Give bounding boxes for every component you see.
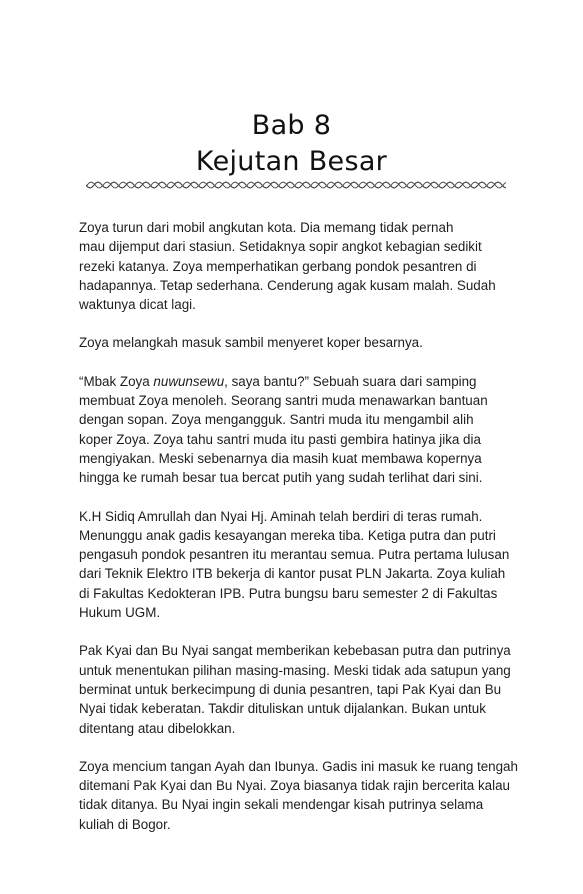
chapter-heading xyxy=(0,108,583,180)
wavy-divider-icon xyxy=(86,178,506,192)
paragraph-1: Zoya turun dari mobil angkutan kota. Dia memang tidak pernah mau dijemput dari stasiun. Setidaknya sopir angkot kebagian sedikit rezeki katanya. Zoya memperhatikan gerbang pondok pesantren di hadapannya. Tetap sederhana. Cenderung agak kusam malah. Sudah waktunya dicat lagi. xyxy=(79,220,496,313)
chapter-number: Bab 8 xyxy=(251,110,332,141)
paragraph-3-rest: , saya bantu?” Sebuah suara dari samping membuat Zoya menoleh. Seorang santri muda menawarkan bantuan dengan sopan. Zoya mengangguk. Santri muda itu mengambil alih koper Zoya. Zoya tahu santri muda itu pasti gembira hatinya jika dia mengiyakan. Meski sebenarnya dia masih kuat membawa kopernya hingga ke rumah besar tua bercat putih yang sudah terlihat dari sini. xyxy=(79,373,488,486)
paragraph-3 xyxy=(79,372,539,488)
paragraph-5: Pak Kyai dan Bu Nyai sangat memberikan kebebasan putra dan putrinya untuk menentukan pilihan masing-masing. Meski tidak ada satupun yang berminat untuk berkecimpung di dunia pesantren, tapi Pak Kyai dan Bu Nyai tidak keberatan. Takdir dituliskan untuk dijalankan. Bukan untuk ditentang atau dibelokkan. xyxy=(79,643,511,736)
chapter-title: Kejutan Besar xyxy=(195,146,388,177)
paragraph-2: Zoya melangkah masuk sambil menyeret koper besarnya. xyxy=(79,335,423,351)
paragraph-6: Zoya mencium tangan Ayah dan Ibunya. Gadis ini masuk ke ruang tengah ditemani Pak Kyai dan Bu Nyai. Zoya biasanya tidak rajin bercerita kalau tidak ditanya. Bu Nyai ingin sekali mendengar kisah putrinya selama kuliah di Bogor. xyxy=(79,758,518,832)
paragraph-4: K.H Sidiq Amrullah dan Nyai Hj. Aminah telah berdiri di teras rumah. Menunggu anak gadis kesayangan mereka tiba. Ketiga putra dan putri pengasuh pondok pesantren itu merantau semua. Putra pertama lulusan dari Teknik Elektro ITB bekerja di kantor pusat PLN Jakarta. Zoya kuliah di Fakultas Kedokteran IPB. Putra bungsu baru semester 2 di Fakultas Hukum UGM. xyxy=(79,508,510,621)
paragraph-3-italic: nuwunsewu xyxy=(153,373,225,389)
chapter-body xyxy=(79,218,539,853)
paragraph-3-start: “Mbak Zoya xyxy=(79,373,154,389)
